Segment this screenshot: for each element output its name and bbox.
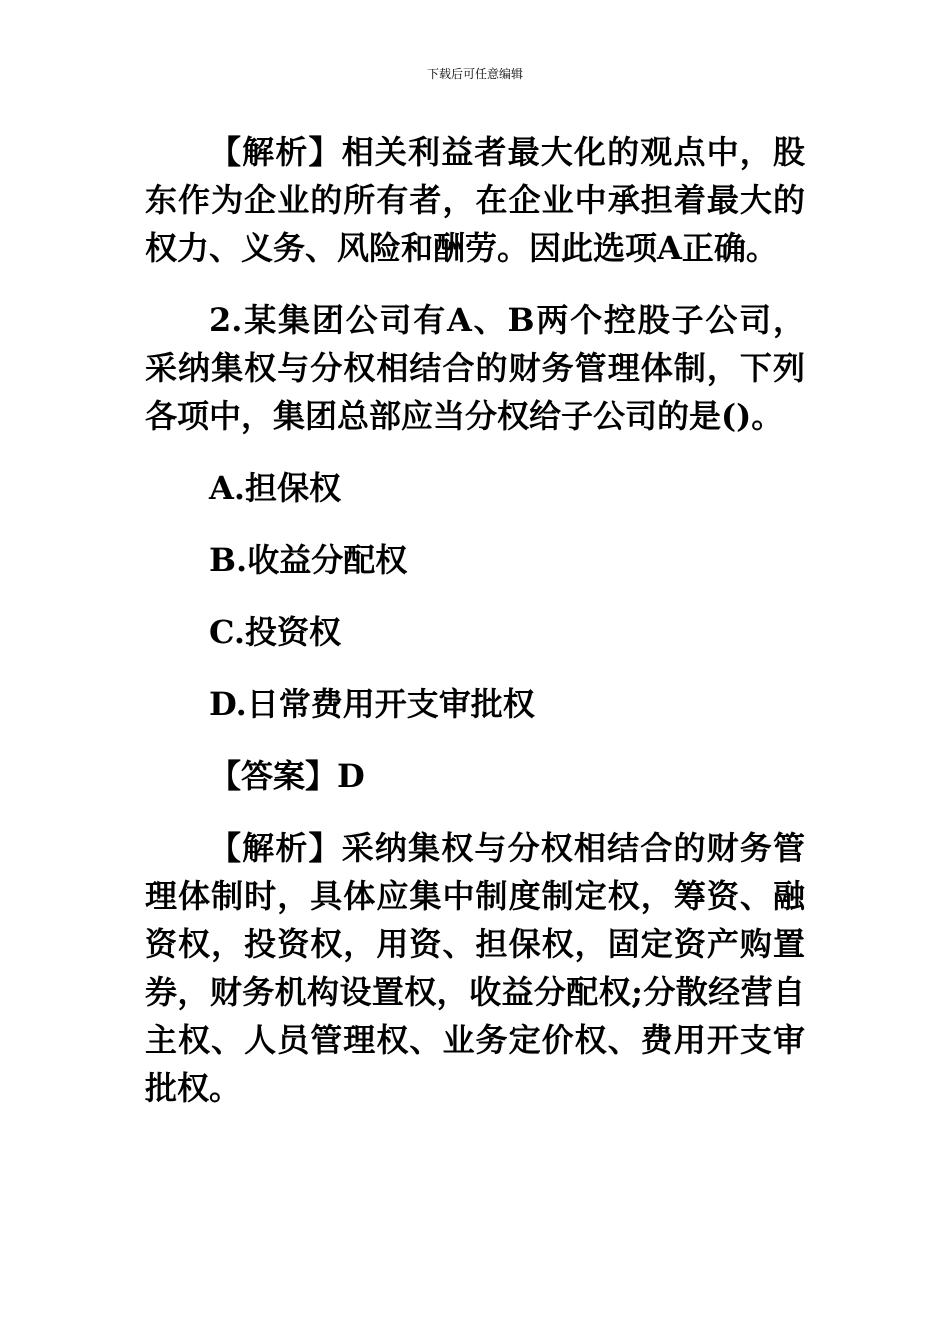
option-b: B.收益分配权 <box>209 541 408 579</box>
option-a: A.担保权 <box>209 469 341 507</box>
answer-line: 【答案】D <box>209 757 365 795</box>
option-c: C.投资权 <box>209 613 342 651</box>
analysis-paragraph-1: 【解析】相关利益者最大化的观点中，股东作为企业的所有者，在企业中承担着最大的权力、义务、风险和酬劳。因此选项A正确。 <box>145 133 805 267</box>
option-d: D.日常费用开支审批权 <box>209 685 535 723</box>
analysis-paragraph-2: 【解析】采纳集权与分权相结合的财务管理体制时，具体应集中制度制定权，筹资、融资权，投资权，用资、担保权，固定资产购置券，财务机构设置权，收益分配权;分散经营自主权、人员管理权、业务定价权、费用开支审批权。 <box>145 829 805 1107</box>
document-body <box>145 128 805 1136</box>
page-header: 下载后可任意编辑 <box>426 67 523 81</box>
question-2: 2.某集团公司有A、B两个控股子公司，采纳集权与分权相结合的财务管理体制，下列各项中，集团总部应当分权给子公司的是()。 <box>145 301 805 435</box>
